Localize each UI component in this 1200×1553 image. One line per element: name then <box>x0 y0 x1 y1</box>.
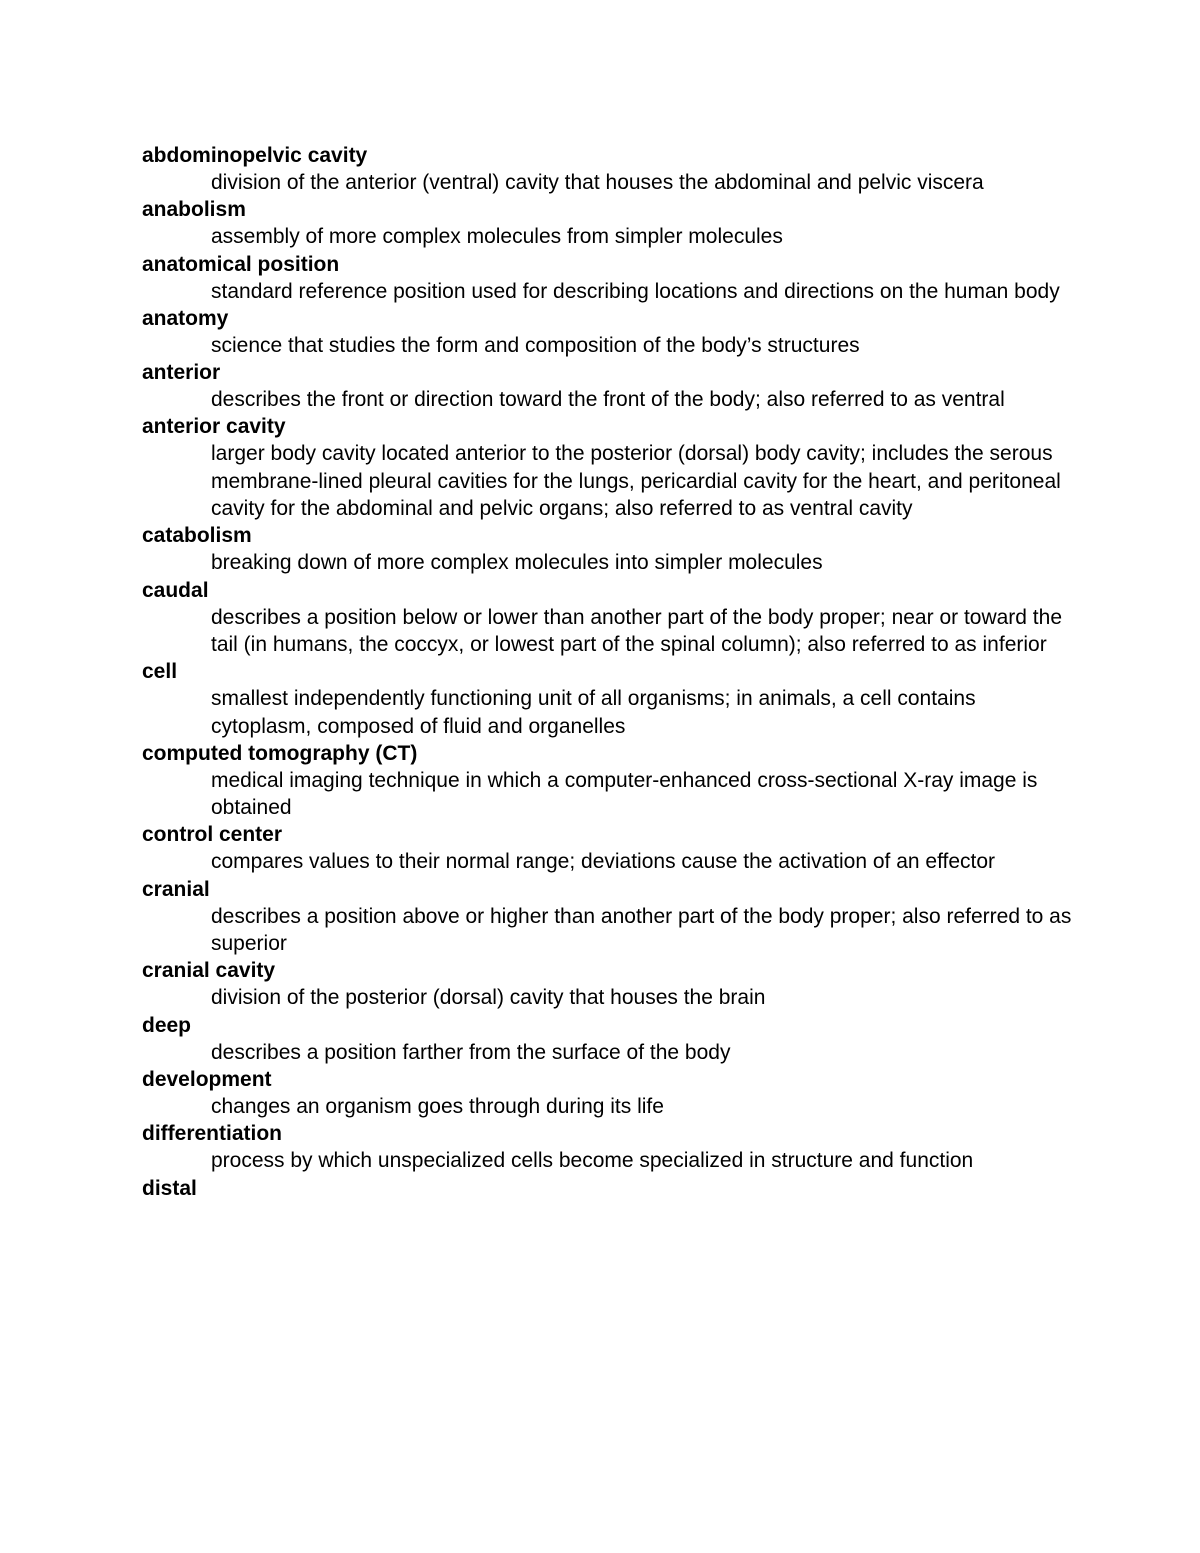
glossary-entry <box>142 658 1072 740</box>
glossary-definition: describes a position farther from the surface of the body <box>211 1040 731 1064</box>
glossary-term: anterior <box>142 361 221 385</box>
glossary-entry <box>142 957 1072 1011</box>
glossary-entry <box>142 522 1072 576</box>
glossary-entry <box>142 1175 1072 1202</box>
glossary-entry <box>142 196 1072 250</box>
glossary-entry <box>142 359 1072 413</box>
glossary-entry <box>142 876 1072 958</box>
glossary-entry <box>142 577 1072 659</box>
glossary-term: anatomy <box>142 306 229 330</box>
glossary-entry <box>142 142 1072 196</box>
glossary-term: deep <box>142 1013 192 1037</box>
glossary-term: cell <box>142 660 178 684</box>
glossary-definition: standard reference position used for describing locations and directions on the human body <box>211 279 1060 303</box>
glossary-definition: medical imaging technique in which a computer-enhanced cross-sectional X-ray image is obtained <box>211 768 1038 820</box>
glossary-term: caudal <box>142 578 209 602</box>
glossary-entry <box>142 1066 1072 1120</box>
glossary-definition: process by which unspecialized cells become specialized in structure and function <box>211 1149 974 1173</box>
glossary-definition: describes the front or direction toward the front of the body; also referred to as ventral <box>211 388 1005 412</box>
glossary-definition: science that studies the form and composition of the body’s structures <box>211 333 860 357</box>
glossary-definition: describes a position above or higher than another part of the body proper; also referred to as superior <box>211 904 1072 956</box>
glossary-definition: changes an organism goes through during its life <box>211 1094 664 1118</box>
glossary-term: anatomical position <box>142 252 340 276</box>
glossary-term: computed tomography (CT) <box>142 741 418 765</box>
glossary-term: development <box>142 1067 272 1091</box>
glossary-term: cranial cavity <box>142 959 276 983</box>
glossary-definition: division of the posterior (dorsal) cavity that houses the brain <box>211 986 766 1010</box>
glossary-page <box>142 142 1072 1202</box>
glossary-definition: compares values to their normal range; deviations cause the activation of an effector <box>211 850 996 874</box>
glossary-entry <box>142 740 1072 822</box>
glossary-definition: division of the anterior (ventral) cavity that houses the abdominal and pelvic viscera <box>211 171 984 194</box>
glossary-term: differentiation <box>142 1122 282 1146</box>
glossary-definition: breaking down of more complex molecules into simpler molecules <box>211 551 823 575</box>
glossary-entry <box>142 1012 1072 1066</box>
glossary-term: abdominopelvic cavity <box>142 144 368 167</box>
glossary-term: cranial <box>142 877 210 901</box>
glossary-entry <box>142 305 1072 359</box>
glossary-entry <box>142 821 1072 875</box>
glossary-term: control center <box>142 823 283 847</box>
glossary-definition: assembly of more complex molecules from simpler molecules <box>211 225 783 249</box>
glossary-entry <box>142 413 1072 522</box>
glossary-term: catabolism <box>142 524 252 548</box>
glossary-term: anterior cavity <box>142 415 286 439</box>
glossary-definition: smallest independently functioning unit of all organisms; in animals, a cell contains cytoplasm, composed of fluid and organelles <box>211 687 976 738</box>
glossary-definition: describes a position below or lower than another part of the body proper; near or toward the tail (in humans, the coccyx, or lowest part of the spinal column); also referred to as inferior <box>211 605 1063 656</box>
glossary-term: anabolism <box>142 198 246 222</box>
glossary-entry <box>142 251 1072 305</box>
glossary-definition: larger body cavity located anterior to the posterior (dorsal) body cavity; includes the serous membrane-lined pleural cavities for the lungs, pericardial cavity for the heart, and peritoneal cavity for the abdominal and pelvic organs; also referred to as ventral cavity <box>211 442 1061 521</box>
glossary-entry <box>142 1120 1072 1174</box>
glossary-term: distal <box>142 1176 197 1200</box>
